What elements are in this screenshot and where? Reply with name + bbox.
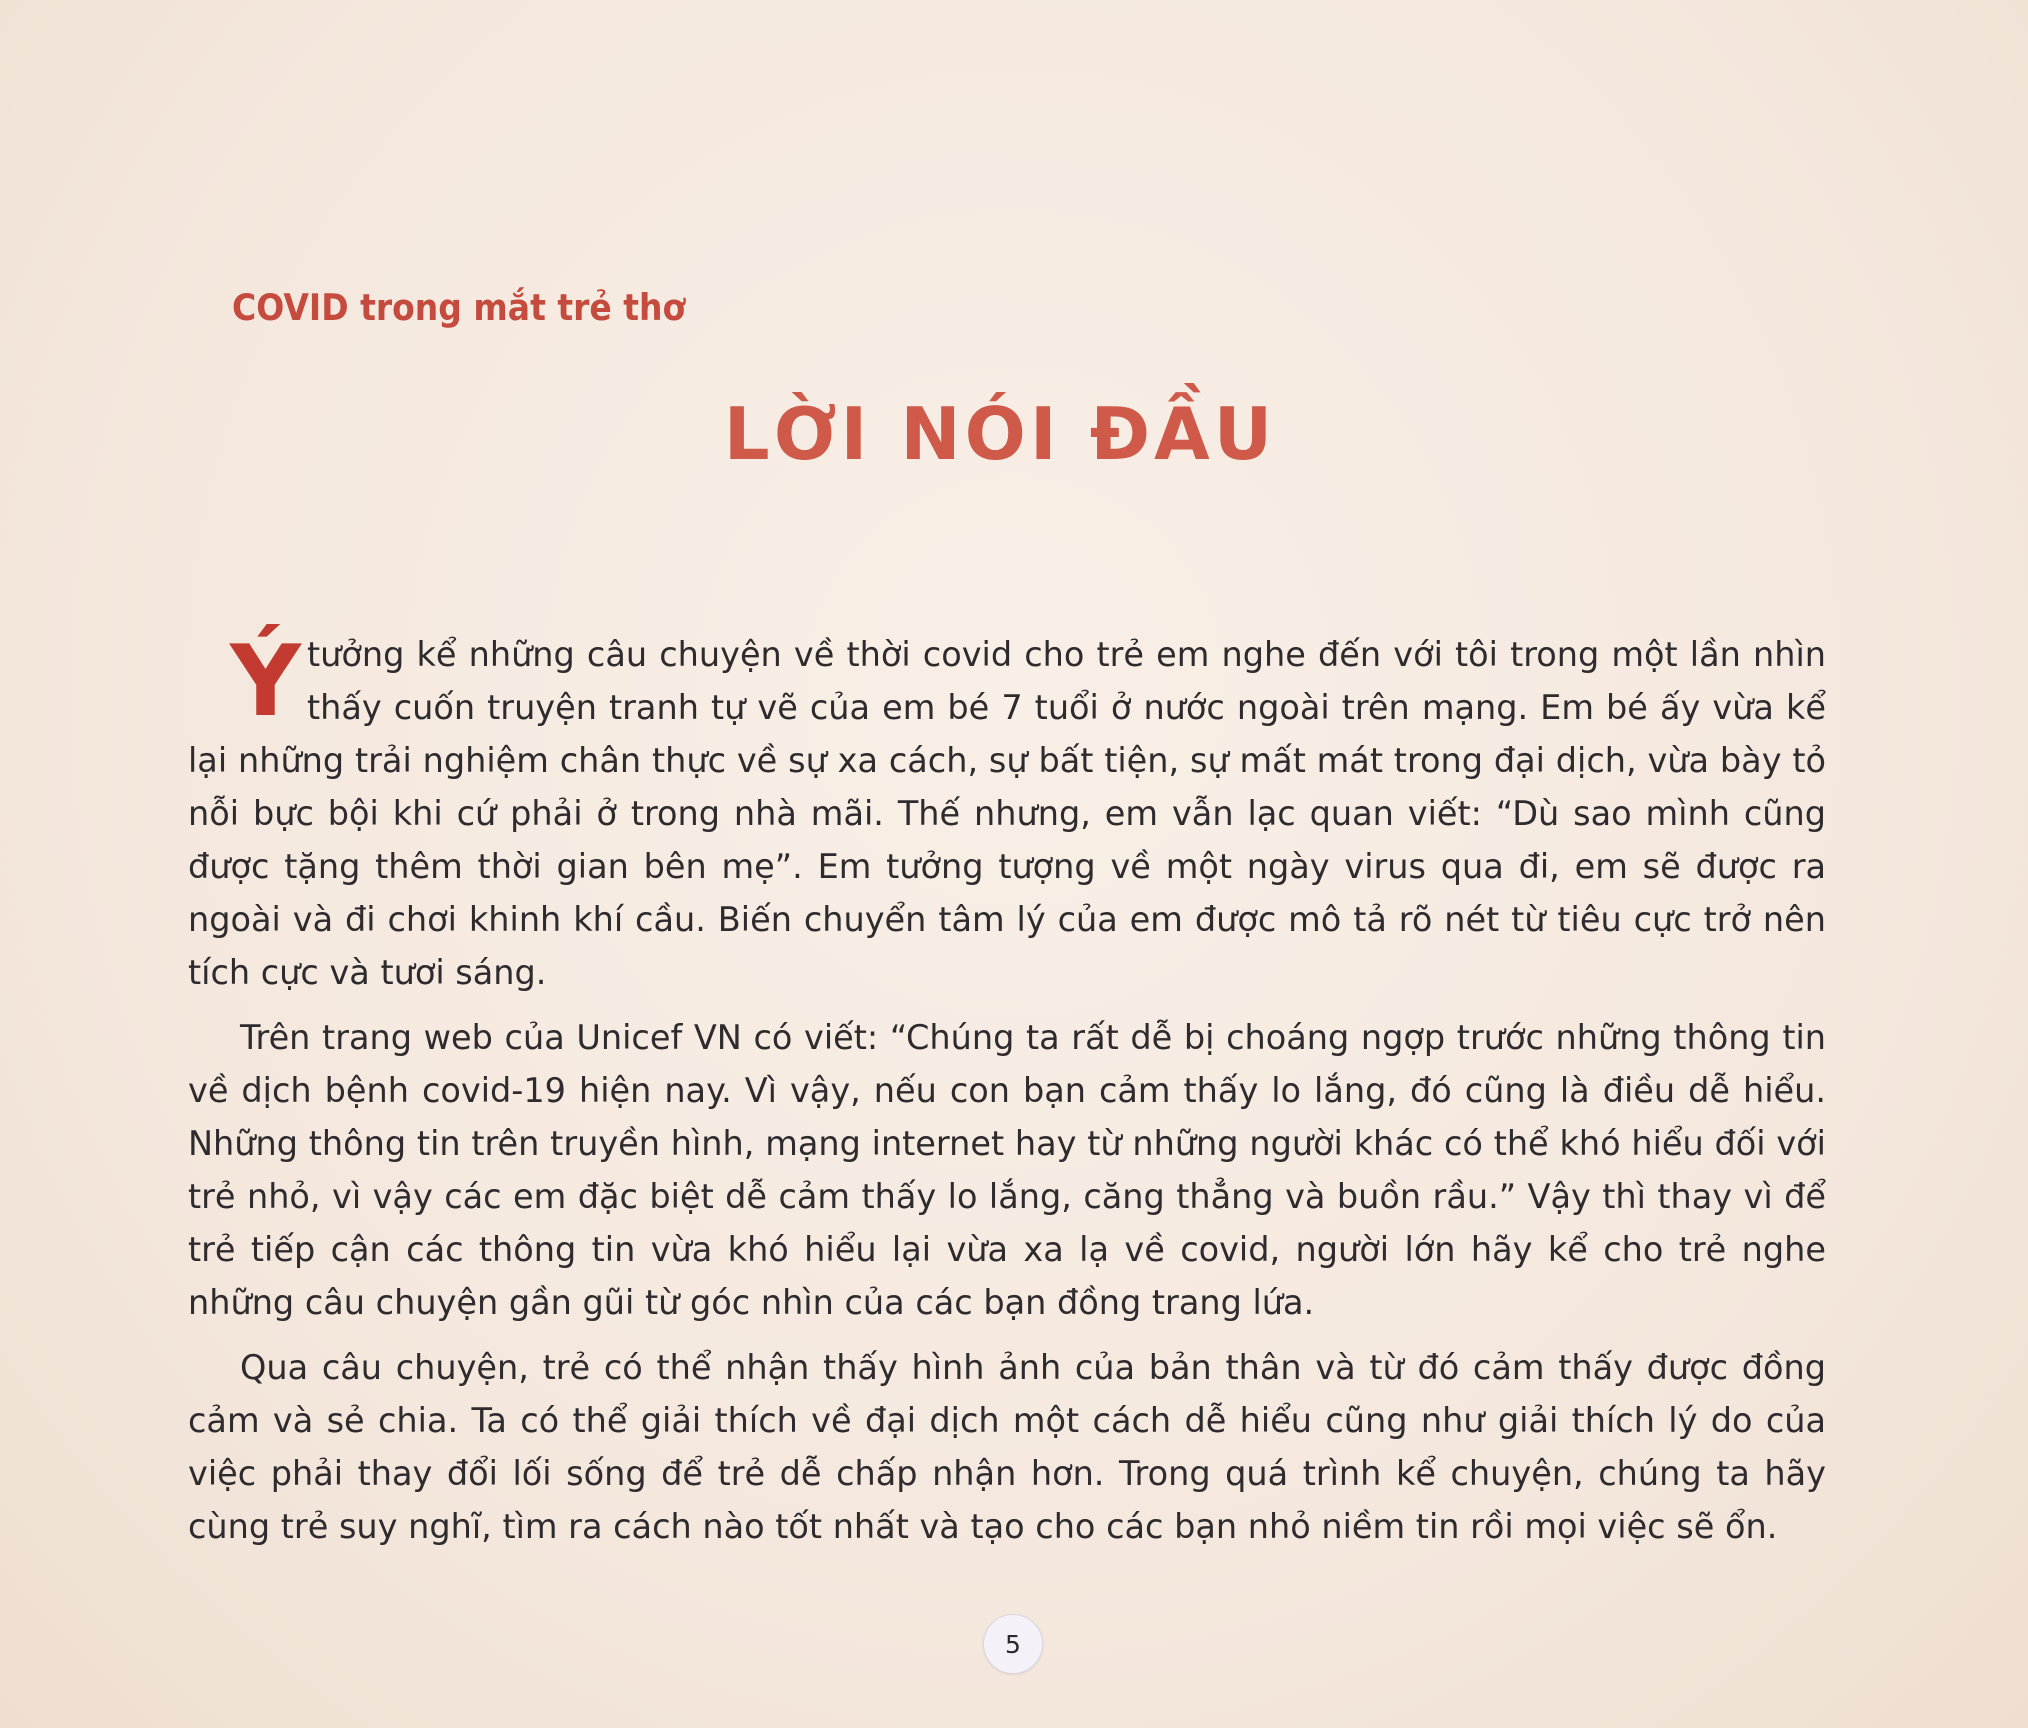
paragraph-1 <box>188 625 1826 999</box>
series-title: COVID trong mắt trẻ thơ <box>232 286 686 329</box>
paragraph-2: Trên trang web của Unicef VN có viết: “Chúng ta rất dễ bị choáng ngợp trước những thông tin về dịch bệnh covid-19 hiện nay. Vì vậy, nếu con bạn cảm thấy lo lắng, đó cũng là điều dễ hiểu. Những thông tin trên truyền hình, mạng internet hay từ những người khác có thể khó hiểu đối với trẻ nhỏ, vì vậy các em đặc biệt dễ cảm thấy lo lắng, căng thẳng và buồn rầu.” Vậy thì thay vì để trẻ tiếp cận các thông tin vừa khó hiểu lại vừa xa lạ về covid, người lớn hãy kể cho trẻ nghe những câu chuyện gần gũi từ góc nhìn của các bạn đồng trang lứa. <box>188 1018 1826 1322</box>
page-number-badge: 5 <box>983 1614 1043 1674</box>
paragraph-1-text: tưởng kể những câu chuyện về thời covid cho trẻ em nghe đến với tôi trong một lần nhìn thấy cuốn truyện tranh tự vẽ của em bé 7 tuổi ở nước ngoài trên mạng. Em bé ấy vừa kể lại những trải nghiệm chân thực về sự xa cách, sự bất tiện, sự mất mát trong đại dịch, vừa bày tỏ nỗi bực bội khi cứ phải ở trong nhà mãi. Thế nhưng, em vẫn lạc quan viết: “Dù sao mình cũng được tặng thêm thời gian bên mẹ”. Em tưởng tượng về một ngày virus qua đi, em sẽ được ra ngoài và đi chơi khinh khí cầu. Biến chuyển tâm lý của em được mô tả rõ nét từ tiêu cực trở nên tích cực và tươi sáng. <box>188 635 1826 992</box>
paragraph-3: Qua câu chuyện, trẻ có thể nhận thấy hình ảnh của bản thân và từ đó cảm thấy được đồng cảm và sẻ chia. Ta có thể giải thích về đại dịch một cách dễ hiểu cũng như giải thích lý do của việc phải thay đổi lối sống để trẻ dễ chấp nhận hơn. Trong quá trình kể chuyện, chúng ta hãy cùng trẻ suy nghĩ, tìm ra cách nào tốt nhất và tạo cho các bạn nhỏ niềm tin rồi mọi việc sẽ ổn. <box>188 1348 1826 1546</box>
page-heading: LỜI NÓI ĐẦU <box>723 392 1277 476</box>
body-text <box>188 625 1826 1565</box>
dropcap-letter: Ý <box>230 625 301 739</box>
